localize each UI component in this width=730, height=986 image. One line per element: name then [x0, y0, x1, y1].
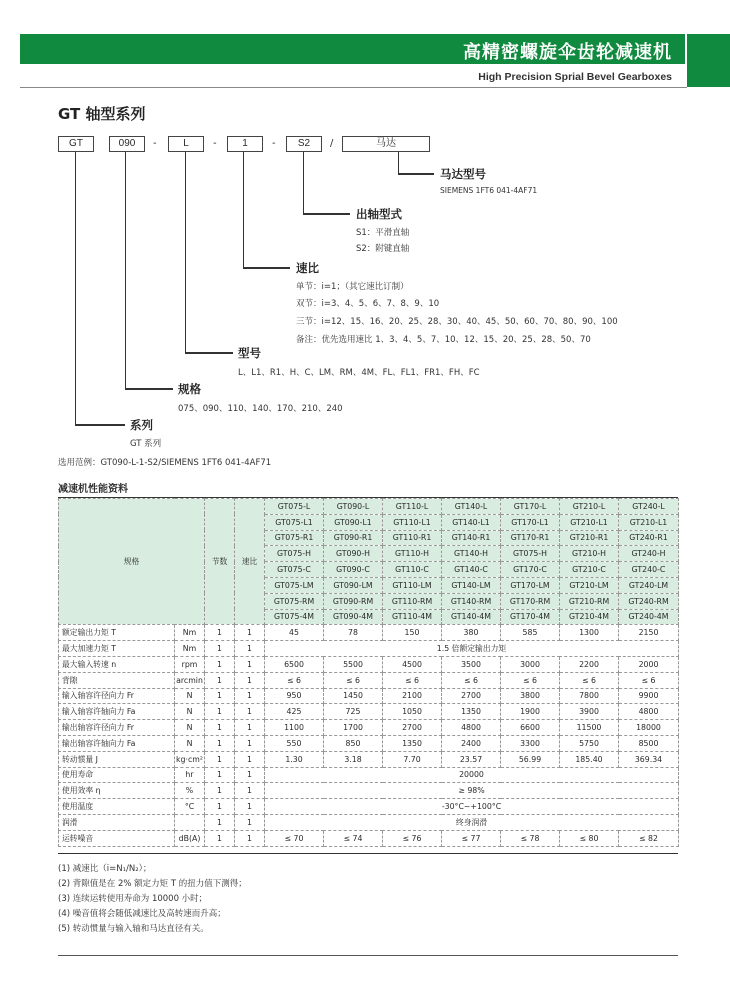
spec-label: 规格 [178, 382, 201, 396]
example-text: 选用范例：GT090-L-1-S2/SIEMENS 1FT6 041-4AF71 [58, 458, 272, 468]
table-title: 减速机性能资料 [58, 484, 128, 495]
unit-cell: Nm [175, 625, 205, 641]
stages-cell: 1 [205, 767, 235, 783]
ratio-cell: 1 [235, 783, 265, 799]
model-cell: GT090-L [324, 499, 383, 515]
model-cell: GT090-R1 [324, 530, 383, 546]
ratio-cell: 1 [235, 751, 265, 767]
value-cell: 2400 [442, 735, 501, 751]
value-cell: ≤ 78 [501, 830, 560, 846]
code-separator: - [272, 138, 276, 149]
model-cell: GT210-C [560, 562, 619, 578]
motor-label: 马达型号 [440, 167, 486, 181]
value-cell: 2200 [560, 656, 619, 672]
value-cell: 45 [265, 625, 324, 641]
model-cell: GT090-C [324, 562, 383, 578]
merged-value-cell: -30°C~+100°C [265, 799, 679, 815]
code-separator: - [213, 138, 217, 149]
merged-value-cell: 1.5 倍额定输出力矩 [265, 641, 679, 657]
param-name-cell: 输出轴容许径向力 Fr [59, 720, 175, 736]
param-name-cell: 转动惯量 J [59, 751, 175, 767]
performance-table [58, 498, 679, 847]
value-cell: 4800 [619, 704, 679, 720]
value-cell: 3000 [501, 656, 560, 672]
model-cell: GT170-R1 [501, 530, 560, 546]
value-cell: 369.34 [619, 751, 679, 767]
value-cell: ≤ 74 [324, 830, 383, 846]
value-cell: 3.18 [324, 751, 383, 767]
param-name-cell: 输出轴容许轴向力 Fa [59, 735, 175, 751]
ratio-cell: 1 [235, 656, 265, 672]
model-cell: GT110-4M [383, 609, 442, 625]
stages-cell: 1 [205, 830, 235, 846]
value-cell: 3900 [560, 704, 619, 720]
stages-cell: 1 [205, 799, 235, 815]
value-cell: 3300 [501, 735, 560, 751]
model-cell: GT210-L1 [560, 514, 619, 530]
stages-cell: 1 [205, 735, 235, 751]
value-cell: 4500 [383, 656, 442, 672]
value-cell: 8500 [619, 735, 679, 751]
value-cell: 4800 [442, 720, 501, 736]
leader-model-h [185, 352, 233, 354]
model-cell: GT140-L [442, 499, 501, 515]
value-cell: 56.99 [501, 751, 560, 767]
value-cell: ≤ 77 [442, 830, 501, 846]
value-cell: 950 [265, 688, 324, 704]
param-name-cell: 润滑 [59, 814, 175, 830]
spec-text: 075、090、110、140、170、210、240 [178, 404, 343, 414]
note-5: (5) 转动惯量与输入轴和马达直径有关。 [58, 924, 209, 934]
model-cell: GT210-R1 [560, 530, 619, 546]
unit-cell: Nm [175, 641, 205, 657]
model-cell: GT170-4M [501, 609, 560, 625]
table-row [59, 767, 679, 783]
value-cell: 425 [265, 704, 324, 720]
header-subtitle: High Precision Sprial Bevel Gearboxes [478, 71, 672, 83]
model-cell: GT140-4M [442, 609, 501, 625]
value-cell: 2000 [619, 656, 679, 672]
unit-cell: rpm [175, 656, 205, 672]
note-2: (2) 背隙值是在 2% 额定力矩 T 的扭力值下测得； [58, 879, 247, 889]
value-cell: 1350 [442, 704, 501, 720]
model-cell: GT090-4M [324, 609, 383, 625]
table-row [59, 641, 679, 657]
table-row [59, 625, 679, 641]
value-cell: 3500 [442, 656, 501, 672]
ratio-cell: 1 [235, 641, 265, 657]
unit-cell: hr [175, 767, 205, 783]
value-cell: 2150 [619, 625, 679, 641]
merged-value-cell: 20000 [265, 767, 679, 783]
value-cell: 550 [265, 735, 324, 751]
value-cell: 5750 [560, 735, 619, 751]
param-name-cell: 使用温度 [59, 799, 175, 815]
stages-cell: 1 [205, 656, 235, 672]
model-cell: GT075-L1 [265, 514, 324, 530]
ratio-label: 速比 [296, 261, 319, 275]
model-cell: GT075-4M [265, 609, 324, 625]
value-cell: 1900 [501, 704, 560, 720]
param-name-cell: 输入轴容许径向力 Fr [59, 688, 175, 704]
unit-cell: N [175, 704, 205, 720]
value-cell: 18000 [619, 720, 679, 736]
value-cell: 1100 [265, 720, 324, 736]
model-cell: GT210-H [560, 546, 619, 562]
stages-cell: 1 [205, 704, 235, 720]
model-cell: GT140-L1 [442, 514, 501, 530]
unit-cell: arcmin [175, 672, 205, 688]
ratio-cell: 1 [235, 720, 265, 736]
value-cell: 78 [324, 625, 383, 641]
model-cell: GT090-LM [324, 577, 383, 593]
model-cell: GT110-L1 [383, 514, 442, 530]
series-text: GT 系列 [130, 439, 162, 449]
ratio-cell: 1 [235, 688, 265, 704]
ratio-triple: 三节：i=12、15、16、20、25、28、30、40、45、50、60、70、80、90、100 [296, 317, 618, 327]
value-cell: ≤ 6 [324, 672, 383, 688]
model-cell: GT140-LM [442, 577, 501, 593]
leader-motor-h [398, 173, 434, 175]
model-cell: GT110-LM [383, 577, 442, 593]
ratio-cell: 1 [235, 704, 265, 720]
param-name-cell: 使用寿命 [59, 767, 175, 783]
value-cell: 7.70 [383, 751, 442, 767]
ratio-single: 单节：i=1；（其它速比订制） [296, 282, 409, 292]
model-text: L、L1、R1、H、C、LM、RM、4M、FL、FL1、FR1、FH、FC [238, 368, 480, 378]
leader-shaft-h [303, 213, 350, 215]
unit-cell: dB(A) [175, 830, 205, 846]
note-3: (3) 连续运转使用寿命为 10000 小时； [58, 894, 208, 904]
model-cell: GT090-RM [324, 593, 383, 609]
model-cell: GT240-R1 [619, 530, 679, 546]
value-cell: 9900 [619, 688, 679, 704]
value-cell: 3800 [501, 688, 560, 704]
model-cell: GT110-L [383, 499, 442, 515]
model-cell: GT240-RM [619, 593, 679, 609]
model-cell: GT110-R1 [383, 530, 442, 546]
section-title: GT 轴型系列 [58, 105, 146, 123]
code-box-model: L [168, 136, 204, 152]
value-cell: 1.30 [265, 751, 324, 767]
stages-cell: 1 [205, 672, 235, 688]
value-cell: 1050 [383, 704, 442, 720]
model-cell: GT170-RM [501, 593, 560, 609]
leader-spec-v [125, 152, 126, 389]
value-cell: 725 [324, 704, 383, 720]
model-cell: GT075-LM [265, 577, 324, 593]
model-cell: GT170-L [501, 499, 560, 515]
value-cell: 7800 [560, 688, 619, 704]
note-4: (4) 噪音值将会随低减速比及高转速而升高； [58, 909, 226, 919]
header-tab [687, 34, 730, 87]
value-cell: ≤ 6 [560, 672, 619, 688]
model-label: 型号 [238, 346, 261, 360]
model-cell: GT240-C [619, 562, 679, 578]
header-stages-cell: 节数 [205, 499, 235, 625]
value-cell: ≤ 6 [442, 672, 501, 688]
value-cell: 23.57 [442, 751, 501, 767]
leader-model-v [185, 152, 186, 353]
value-cell: 11500 [560, 720, 619, 736]
leader-shaft-v [303, 152, 304, 214]
header-title: 高精密螺旋伞齿轮减速机 [463, 42, 672, 63]
ratio-cell: 1 [235, 830, 265, 846]
unit-cell: N [175, 688, 205, 704]
leader-series-v [75, 152, 76, 425]
model-cell: GT210-RM [560, 593, 619, 609]
value-cell: 185.40 [560, 751, 619, 767]
value-cell: 150 [383, 625, 442, 641]
value-cell: ≤ 6 [501, 672, 560, 688]
param-name-cell: 最大输入转速 n [59, 656, 175, 672]
unit-cell: N [175, 720, 205, 736]
param-name-cell: 最大加速力矩 T [59, 641, 175, 657]
stages-cell: 1 [205, 641, 235, 657]
param-name-cell: 背隙 [59, 672, 175, 688]
model-cell: GT075-R1 [265, 530, 324, 546]
ratio-cell: 1 [235, 799, 265, 815]
ratio-cell: 1 [235, 767, 265, 783]
value-cell: 6600 [501, 720, 560, 736]
unit-cell [175, 814, 205, 830]
model-cell: GT240-H [619, 546, 679, 562]
model-cell: GT075-L [265, 499, 324, 515]
header-rule [20, 87, 687, 88]
leader-series-h [75, 424, 125, 426]
code-box-ratio: 1 [227, 136, 263, 152]
footer-rule [58, 955, 678, 956]
value-cell: ≤ 6 [383, 672, 442, 688]
model-cell: GT090-H [324, 546, 383, 562]
param-name-cell: 运转噪音 [59, 830, 175, 846]
model-cell: GT210-4M [560, 609, 619, 625]
model-cell: GT140-H [442, 546, 501, 562]
model-cell: GT210-L1 [619, 514, 679, 530]
value-cell: ≤ 6 [619, 672, 679, 688]
ratio-cell: 1 [235, 814, 265, 830]
unit-cell: kg·cm² [175, 751, 205, 767]
model-cell: GT140-R1 [442, 530, 501, 546]
model-cell: GT170-C [501, 562, 560, 578]
ratio-cell: 1 [235, 672, 265, 688]
table-row [59, 751, 679, 767]
param-name-cell: 使用效率 η [59, 783, 175, 799]
value-cell: 1700 [324, 720, 383, 736]
ratio-note: 备注：优先选用速比 1、3、4、5、7、10、12、15、20、25、28、50、70 [296, 335, 591, 345]
stages-cell: 1 [205, 814, 235, 830]
table-row [59, 688, 679, 704]
model-cell: GT210-LM [560, 577, 619, 593]
leader-ratio-v [243, 152, 244, 268]
param-name-cell: 额定输出力矩 T [59, 625, 175, 641]
model-cell: GT170-LM [501, 577, 560, 593]
code-box-motor: 马达 [342, 136, 430, 152]
value-cell: 585 [501, 625, 560, 641]
model-cell: GT210-L [560, 499, 619, 515]
value-cell: 6500 [265, 656, 324, 672]
code-box-series: GT [58, 136, 94, 152]
value-cell: ≤ 76 [383, 830, 442, 846]
shaft-s2: S2：附键直轴 [356, 244, 410, 254]
code-box-spec: 090 [109, 136, 145, 152]
value-cell: 1300 [560, 625, 619, 641]
ratio-cell: 1 [235, 625, 265, 641]
model-cell: GT110-RM [383, 593, 442, 609]
table-row [59, 783, 679, 799]
value-cell: 2100 [383, 688, 442, 704]
model-cell: GT240-4M [619, 609, 679, 625]
stages-cell: 1 [205, 751, 235, 767]
param-name-cell: 输入轴容许轴向力 Fa [59, 704, 175, 720]
model-cell: GT075-H [265, 546, 324, 562]
note-1: (1) 减速比（i=N₁/N₂）； [58, 864, 152, 874]
table-row [59, 672, 679, 688]
model-cell: GT110-H [383, 546, 442, 562]
ratio-cell: 1 [235, 735, 265, 751]
table-row [59, 735, 679, 751]
leader-ratio-h [243, 267, 290, 269]
table-row [59, 704, 679, 720]
code-separator: - [153, 138, 157, 149]
model-cell: GT075-H [501, 546, 560, 562]
value-cell: 1450 [324, 688, 383, 704]
table-row [59, 656, 679, 672]
model-cell: GT170-L1 [501, 514, 560, 530]
value-cell: 5500 [324, 656, 383, 672]
motor-text: SIEMENS 1FT6 041-4AF71 [440, 186, 538, 195]
stages-cell: 1 [205, 720, 235, 736]
value-cell: 1350 [383, 735, 442, 751]
table-row [59, 814, 679, 830]
stages-cell: 1 [205, 783, 235, 799]
value-cell: ≤ 70 [265, 830, 324, 846]
shaft-s1: S1：平滑直轴 [356, 228, 410, 238]
unit-cell: N [175, 735, 205, 751]
header-spec-cell: 规格 [59, 499, 205, 625]
model-cell: GT110-C [383, 562, 442, 578]
leader-spec-h [125, 388, 173, 390]
value-cell: ≤ 82 [619, 830, 679, 846]
model-cell: GT240-LM [619, 577, 679, 593]
code-separator: / [330, 138, 334, 149]
value-cell: ≤ 80 [560, 830, 619, 846]
table-row [59, 830, 679, 846]
unit-cell: % [175, 783, 205, 799]
value-cell: 850 [324, 735, 383, 751]
merged-value-cell: 终身润滑 [265, 814, 679, 830]
model-cell: GT090-L1 [324, 514, 383, 530]
code-box-shaft: S2 [286, 136, 322, 152]
model-cell: GT140-C [442, 562, 501, 578]
stages-cell: 1 [205, 688, 235, 704]
value-cell: ≤ 6 [265, 672, 324, 688]
model-cell: GT075-RM [265, 593, 324, 609]
table-row [59, 799, 679, 815]
unit-cell: °C [175, 799, 205, 815]
value-cell: 2700 [442, 688, 501, 704]
header-ratio-cell: 速比 [235, 499, 265, 625]
stages-cell: 1 [205, 625, 235, 641]
model-cell: GT140-RM [442, 593, 501, 609]
table-row [59, 499, 679, 515]
model-cell: GT075-C [265, 562, 324, 578]
table-row [59, 720, 679, 736]
value-cell: 2700 [383, 720, 442, 736]
merged-value-cell: ≥ 98% [265, 783, 679, 799]
table-bottom-rule [58, 853, 678, 854]
ratio-double: 双节：i=3、4、5、6、7、8、9、10 [296, 299, 440, 309]
model-cell: GT240-L [619, 499, 679, 515]
value-cell: 380 [442, 625, 501, 641]
leader-motor-v [398, 152, 399, 174]
shaft-label: 出轴型式 [356, 207, 402, 221]
series-label: 系列 [130, 418, 153, 432]
